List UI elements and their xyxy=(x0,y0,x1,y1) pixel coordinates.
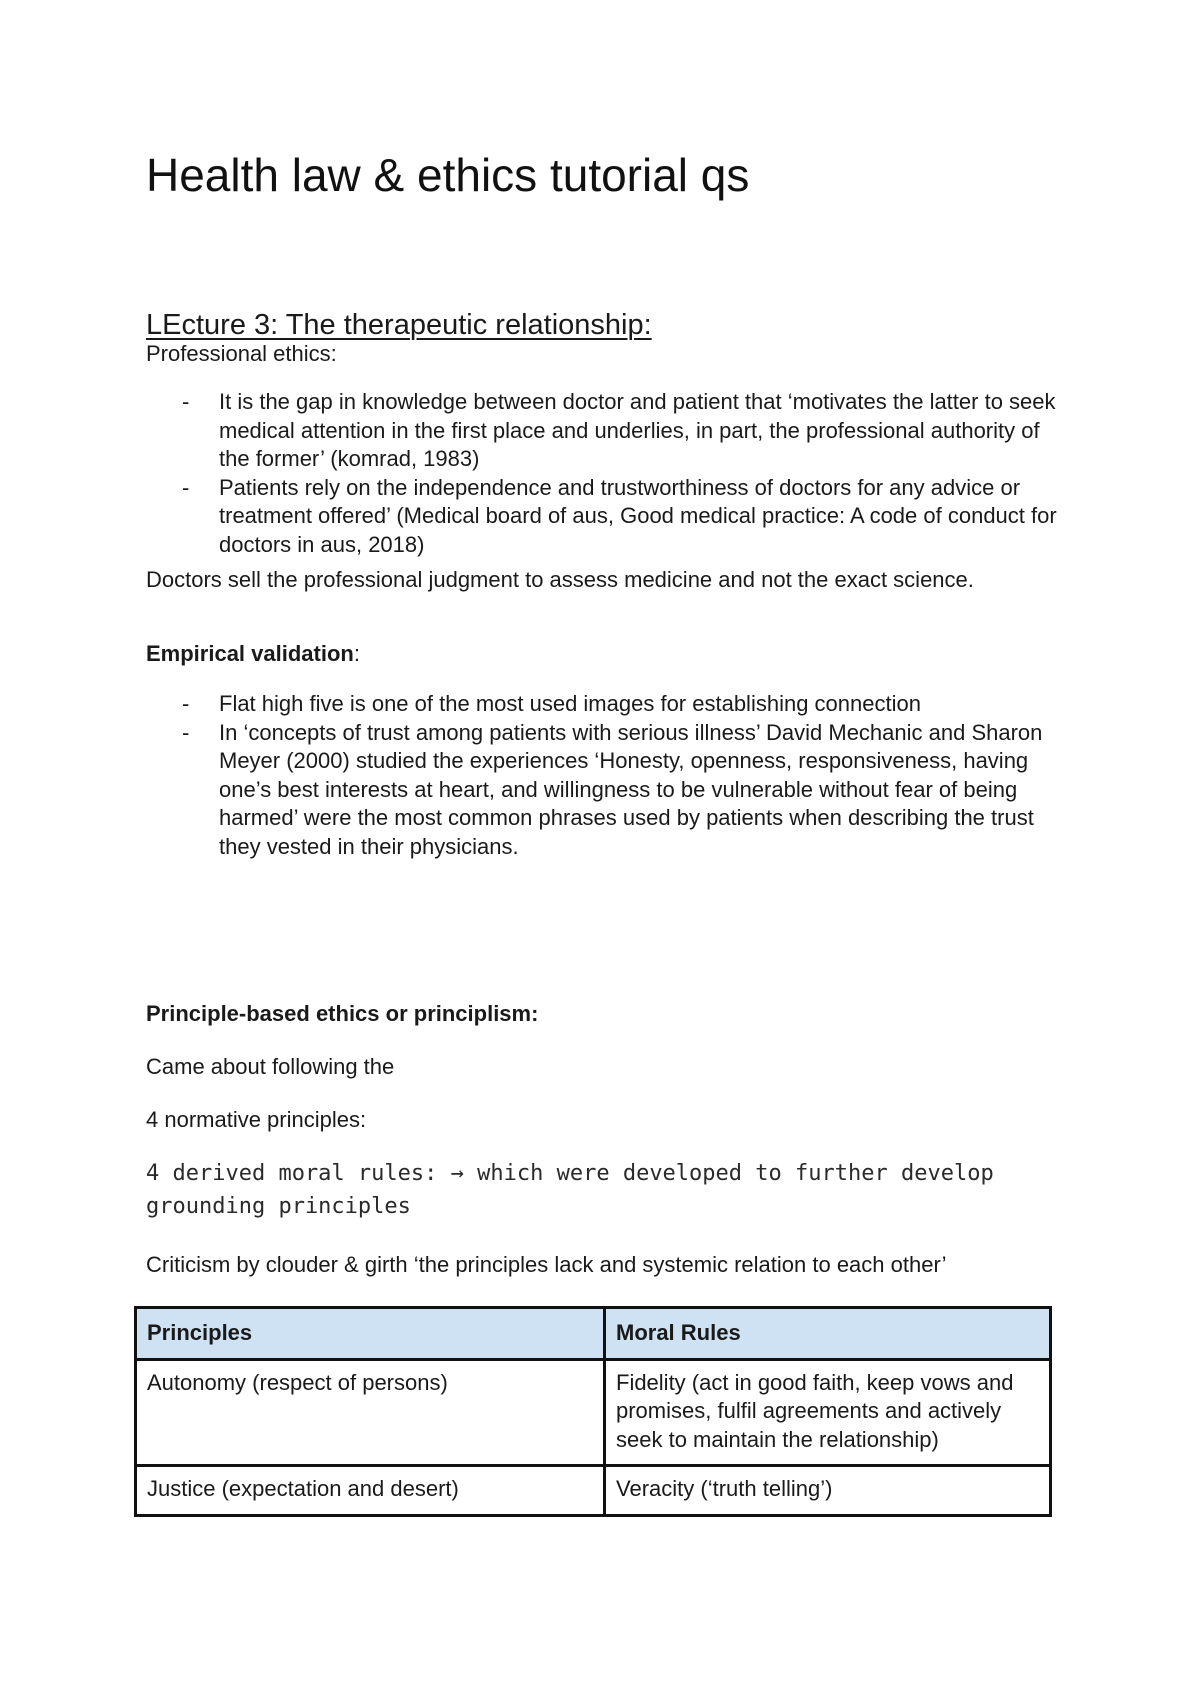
list-item-text: In ‘concepts of trust among patients with serious illness’ David Mechanic and Sharon Meyer (2000) studied the experiences ‘Honesty, openness, responsiveness, having one’s best interests at heart, and willingness to be vulnerable without fear of being harmed’ were the most common phrases used by patients when describing the trust they vested in their physicians. xyxy=(219,719,1043,859)
header-principles: Principles xyxy=(136,1308,605,1360)
dash-marker: - xyxy=(182,691,190,716)
table-row xyxy=(136,1359,1051,1466)
list-item-text: Patients rely on the independence and trustworthiness of doctors for any advice or treatment offered’ (Medical board of aus, Good medical practice: A code of conduct for doctors in aus, 2018) xyxy=(219,474,1057,557)
doctors-paragraph: Doctors sell the professional judgment to assess medicine and not the exact science. xyxy=(146,567,974,592)
professional-ethics-label: Professional ethics: xyxy=(146,341,337,366)
table-cell: Justice (expectation and desert) xyxy=(136,1466,605,1516)
table-header-row xyxy=(136,1308,1051,1360)
empirical-label: Empirical validation xyxy=(146,641,354,666)
page-title: Health law & ethics tutorial qs xyxy=(146,149,750,201)
criticism-text: Criticism by clouder & girth ‘the principles lack and systemic relation to each other’ xyxy=(146,1252,947,1277)
list-item-text: Flat high five is one of the most used images for establishing connection xyxy=(219,691,921,716)
header-moral-rules: Moral Rules xyxy=(605,1308,1051,1360)
dash-marker: - xyxy=(182,474,190,500)
empirical-heading xyxy=(146,640,1066,669)
list-item xyxy=(146,474,1066,560)
normative-principles-text: 4 normative principles: xyxy=(146,1107,367,1132)
list-item xyxy=(146,690,1066,719)
table-row xyxy=(136,1466,1051,1516)
section-heading: LEcture 3: The therapeutic relationship: xyxy=(146,309,652,341)
list-item xyxy=(146,719,1066,862)
dash-marker: - xyxy=(182,719,190,745)
table-cell: Fidelity (act in good faith, keep vows and promises, fulfil agreements and actively seek to maintain the relationship) xyxy=(605,1359,1051,1466)
empirical-colon: : xyxy=(353,641,360,666)
professional-ethics-list xyxy=(146,388,1066,559)
table-cell: Autonomy (respect of persons) xyxy=(136,1359,605,1466)
table-cell: Veracity (‘truth telling’) xyxy=(605,1466,1051,1516)
principle-heading: Principle-based ethics or principlism: xyxy=(146,1001,539,1026)
empirical-list xyxy=(146,690,1066,861)
list-item-text: It is the gap in knowledge between doctor and patient that ‘motivates the latter to seek medical attention in the first place and underlies, in part, the professional authority of the former’ (komrad, 1983) xyxy=(219,389,1056,471)
derived-rules-text: 4 derived moral rules: → which were developed to further develop grounding principles xyxy=(146,1161,994,1219)
principles-table xyxy=(134,1306,1052,1517)
came-about-text: Came about following the xyxy=(146,1054,395,1079)
list-item xyxy=(146,388,1066,474)
dash-marker: - xyxy=(182,389,190,414)
